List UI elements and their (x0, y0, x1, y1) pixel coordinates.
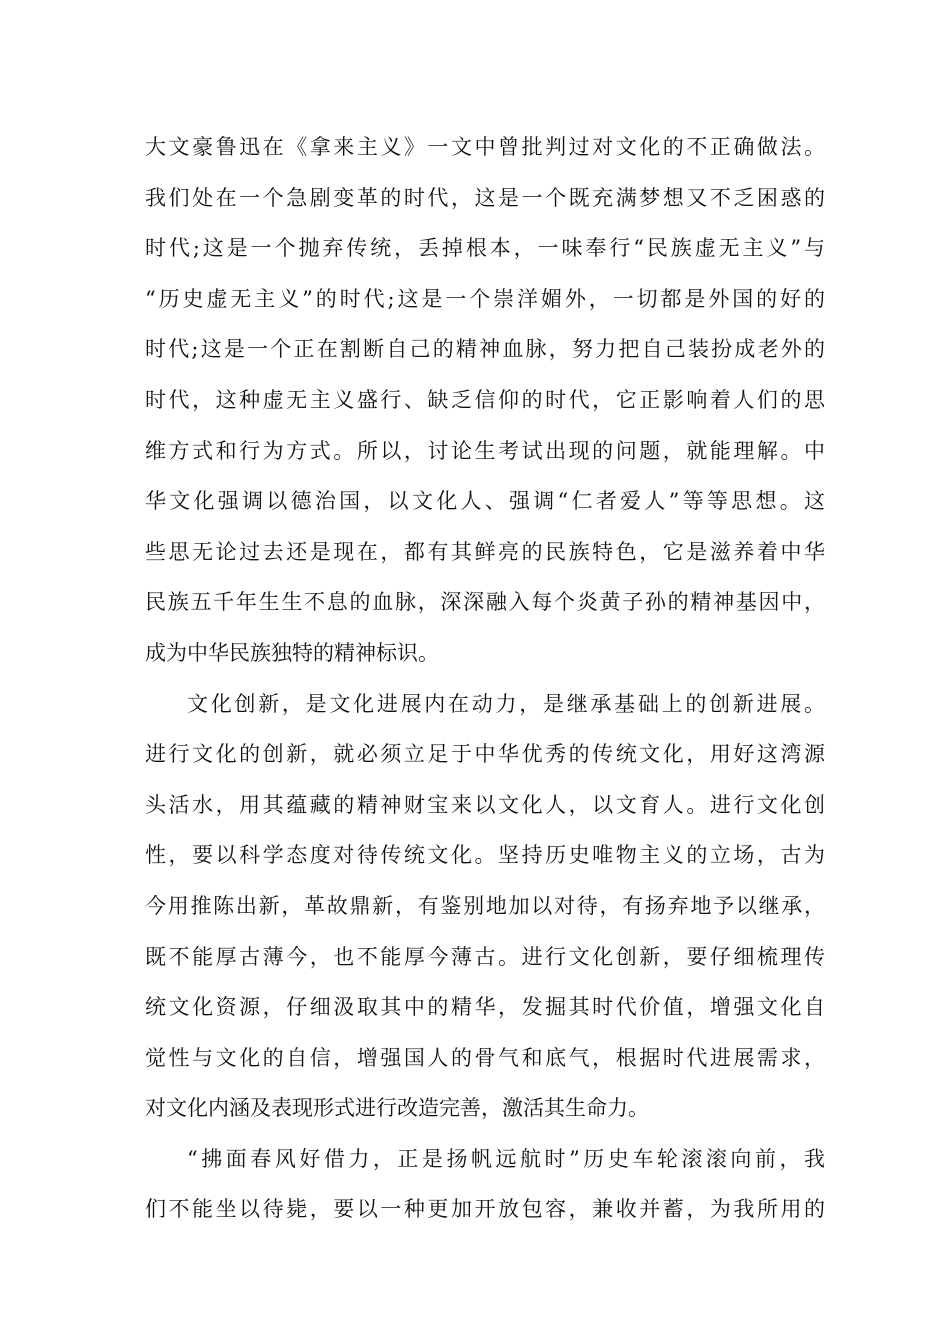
paragraph-1-line-6: 时代，这种虚无主义盛行、缺乏信仰的时代，它正影响着人们的思 (145, 387, 825, 412)
paragraph-2-line-6: 既不能厚古薄今，也不能厚今薄古。进行文化创新，要仔细梳理传 (145, 944, 825, 969)
paragraph-2-line-2: 进行文化的创新，就必须立足于中华优秀的传统文化，用好这湾源 (145, 742, 825, 767)
paragraph-1-line-11: 成为中华民族独特的精神标识。 (145, 640, 439, 665)
paragraph-1-line-7: 维方式和行为方式。所以，讨论生考试出现的问题，就能理解。中 (145, 438, 825, 463)
paragraph-2-line-7: 统文化资源，仔细汲取其中的精华，发掘其时代价值，增强文化自 (145, 995, 825, 1020)
paragraph-1-line-10: 民族五千年生生不息的血脉，深深融入每个炎黄子孙的精神基因中， (145, 590, 825, 615)
paragraph-1-line-1: 大文豪鲁迅在《拿来主义》一文中曾批判过对文化的不正确做法。 (145, 135, 825, 159)
paragraph-2-line-8: 觉性与文化的自信，增强国人的骨气和底气，根据时代进展需求， (145, 1045, 825, 1070)
paragraph-2-line-4: 性，要以科学态度对待传统文化。坚持历史唯物主义的立场，古为 (145, 843, 825, 868)
paragraph-1-line-9: 些思无论过去还是现在，都有其鲜亮的民族特色，它是滋养着中华 (145, 539, 825, 564)
paragraph-2-line-5: 今用推陈出新，革故鼎新，有鉴别地加以对待，有扬弃地予以继承， (145, 893, 825, 918)
paragraph-1-line-2: 我们处在一个急剧变革的时代，这是一个既充满梦想又不乏困惑的 (145, 185, 825, 210)
paragraph-1-line-3: 时代;这是一个抛弃传统，丢掉根本，一味奉行“民族虚无主义”与 (145, 236, 825, 261)
paragraph-2-line-3: 头活水，用其蕴藏的精神财宝来以文化人，以文育人。进行文化创 (145, 792, 825, 817)
paragraph-3-line-2: 们不能坐以待毙，要以一种更加开放包容，兼收并蓄，为我所用的 (145, 1197, 825, 1222)
paragraph-2-line-9: 对文化内涵及表现形式进行改造完善，激活其生命力。 (145, 1096, 649, 1121)
paragraph-3-line-1: “拂面春风好借力，正是扬帆远航时”历史车轮滚滚向前，我 (187, 1146, 825, 1171)
paragraph-1-line-8: 华文化强调以德治国，以文化人、强调“仁者爱人”等等思想。这 (145, 489, 825, 514)
document-body (145, 122, 825, 1235)
paragraph-1-line-5: 时代;这是一个正在割断自己的精神血脉，努力把自己装扮成老外的 (145, 337, 825, 362)
paragraph-2-line-1: 文化创新，是文化进展内在动力，是继承基础上的创新进展。 (187, 691, 825, 716)
paragraph-1-line-4: “历史虚无主义”的时代;这是一个崇洋媚外，一切都是外国的好的 (145, 286, 825, 311)
